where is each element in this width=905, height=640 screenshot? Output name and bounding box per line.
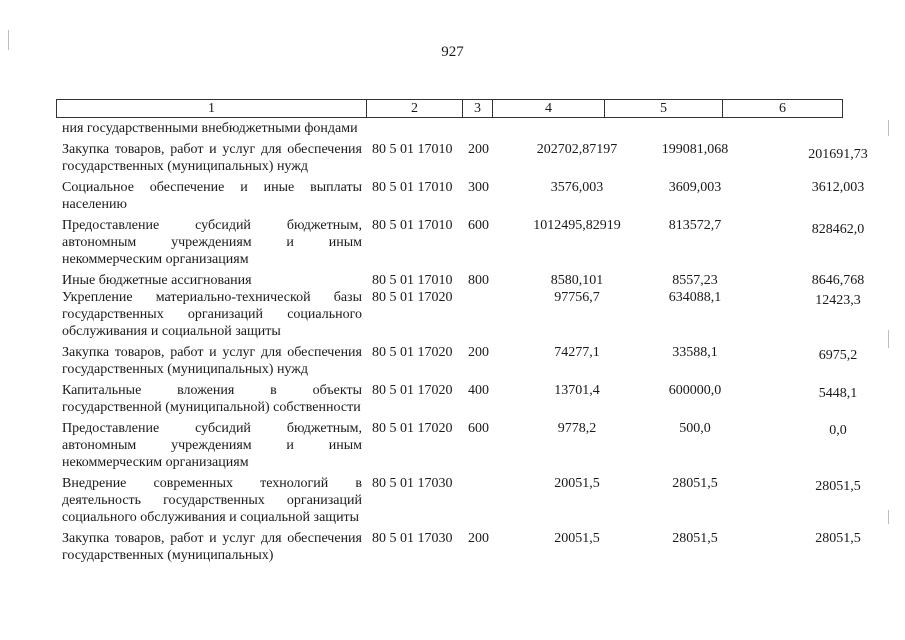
table-row xyxy=(56,120,843,137)
row-type: 300 xyxy=(468,180,489,195)
row-name: Предоставление субсидий бюджетным, автономным учреждениям и иным некоммерческим организациям xyxy=(62,218,362,267)
row-code: 80 5 01 17020 xyxy=(372,383,453,398)
row-code: 80 5 01 17030 xyxy=(372,476,453,491)
row-name: Социальное обеспечение и иные выплаты населению xyxy=(62,180,362,212)
row-value-4: 74277,1 xyxy=(554,345,600,360)
table-row xyxy=(56,179,865,213)
scan-mark xyxy=(888,510,889,524)
row-name: Укрепление материально-технической базы государственных организаций социального обслуживания и социальной защиты xyxy=(62,290,362,339)
scan-mark xyxy=(888,330,889,348)
row-code: 80 5 01 17030 xyxy=(372,531,453,546)
row-code: 80 5 01 17010 xyxy=(372,180,453,195)
row-type: 200 xyxy=(468,142,489,157)
row-value-5: 500,0 xyxy=(679,421,711,436)
row-type: 200 xyxy=(468,531,489,546)
row-value-4: 13701,4 xyxy=(554,383,600,398)
table-row xyxy=(56,475,861,526)
row-value-4: 3576,003 xyxy=(550,180,604,195)
table-row xyxy=(56,217,865,268)
row-value-5: 28051,5 xyxy=(672,476,718,491)
row-type: 400 xyxy=(468,383,489,398)
table-body xyxy=(56,120,868,564)
row-value-6: 12423,3 xyxy=(815,293,861,308)
header-col-1: 1 xyxy=(57,100,367,117)
row-code: 80 5 01 17010 xyxy=(372,273,453,288)
row-name: Закупка товаров, работ и услуг для обеспечения государственных (муниципальных) xyxy=(62,531,362,563)
header-col-5: 5 xyxy=(605,100,723,117)
row-value-4: 1012495,82919 xyxy=(533,218,621,233)
table-row xyxy=(56,382,858,416)
row-type: 600 xyxy=(468,421,489,436)
table-row xyxy=(56,289,861,340)
row-name: Закупка товаров, работ и услуг для обеспечения государственных (муниципальных) нужд xyxy=(62,345,362,377)
row-value-6: 5448,1 xyxy=(818,386,858,401)
table-row xyxy=(56,420,847,471)
row-value-6: 28051,5 xyxy=(815,479,861,494)
row-name: Капитальные вложения в объекты государственной (муниципальной) собственности xyxy=(62,383,362,415)
row-value-4: 97756,7 xyxy=(554,290,600,305)
row-name: Иные бюджетные ассигнования xyxy=(62,273,252,288)
row-code: 80 5 01 17010 xyxy=(372,218,453,233)
row-name: Внедрение современных технологий в деятельность государственных организаций социального обслуживания и социальной защиты xyxy=(62,476,362,525)
row-value-4: 202702,87197 xyxy=(536,142,618,157)
row-value-6: 3612,003 xyxy=(811,180,865,195)
row-value-5: 8557,23 xyxy=(672,273,718,288)
table-row xyxy=(56,530,861,564)
row-value-4: 8580,101 xyxy=(550,273,604,288)
header-col-2: 2 xyxy=(367,100,463,117)
row-code: 80 5 01 17010 xyxy=(372,142,453,157)
row-type: 800 xyxy=(468,273,489,288)
row-code: 80 5 01 17020 xyxy=(372,421,453,436)
row-value-6: 28051,5 xyxy=(815,531,861,546)
row-value-5: 634088,1 xyxy=(668,290,722,305)
row-value-5: 600000,0 xyxy=(668,383,722,398)
page-number: 927 xyxy=(441,44,464,60)
row-value-4: 20051,5 xyxy=(554,476,600,491)
scan-mark xyxy=(888,120,889,136)
table-row xyxy=(56,272,865,289)
row-value-5: 813572,7 xyxy=(668,218,722,233)
table-row xyxy=(56,344,858,378)
row-value-6: 6975,2 xyxy=(818,348,858,363)
row-type: 600 xyxy=(468,218,489,233)
table-header xyxy=(56,99,843,118)
row-code: 80 5 01 17020 xyxy=(372,345,453,360)
row-value-6: 201691,73 xyxy=(808,147,868,162)
row-value-5: 28051,5 xyxy=(672,531,718,546)
row-name: Предоставление субсидий бюджетным, автономным учреждениям и иным некоммерческим организациям xyxy=(62,421,362,470)
scan-mark xyxy=(8,30,9,50)
header-col-4: 4 xyxy=(493,100,605,117)
row-type: 200 xyxy=(468,345,489,360)
row-value-4: 9778,2 xyxy=(557,421,597,436)
row-code: 80 5 01 17020 xyxy=(372,290,453,305)
row-name: ния государственными внебюджетными фондами xyxy=(62,121,358,136)
row-value-5: 3609,003 xyxy=(668,180,722,195)
row-value-4: 20051,5 xyxy=(554,531,600,546)
header-col-3: 3 xyxy=(463,100,493,117)
row-value-6: 828462,0 xyxy=(811,222,865,237)
row-value-5: 199081,068 xyxy=(661,142,729,157)
row-value-6: 0,0 xyxy=(829,423,847,438)
row-value-6: 8646,768 xyxy=(811,273,865,288)
header-col-6: 6 xyxy=(779,101,786,116)
table-row xyxy=(56,141,868,175)
row-value-5: 33588,1 xyxy=(672,345,718,360)
row-name: Закупка товаров, работ и услуг для обеспечения государственных (муниципальных) нужд xyxy=(62,142,362,174)
